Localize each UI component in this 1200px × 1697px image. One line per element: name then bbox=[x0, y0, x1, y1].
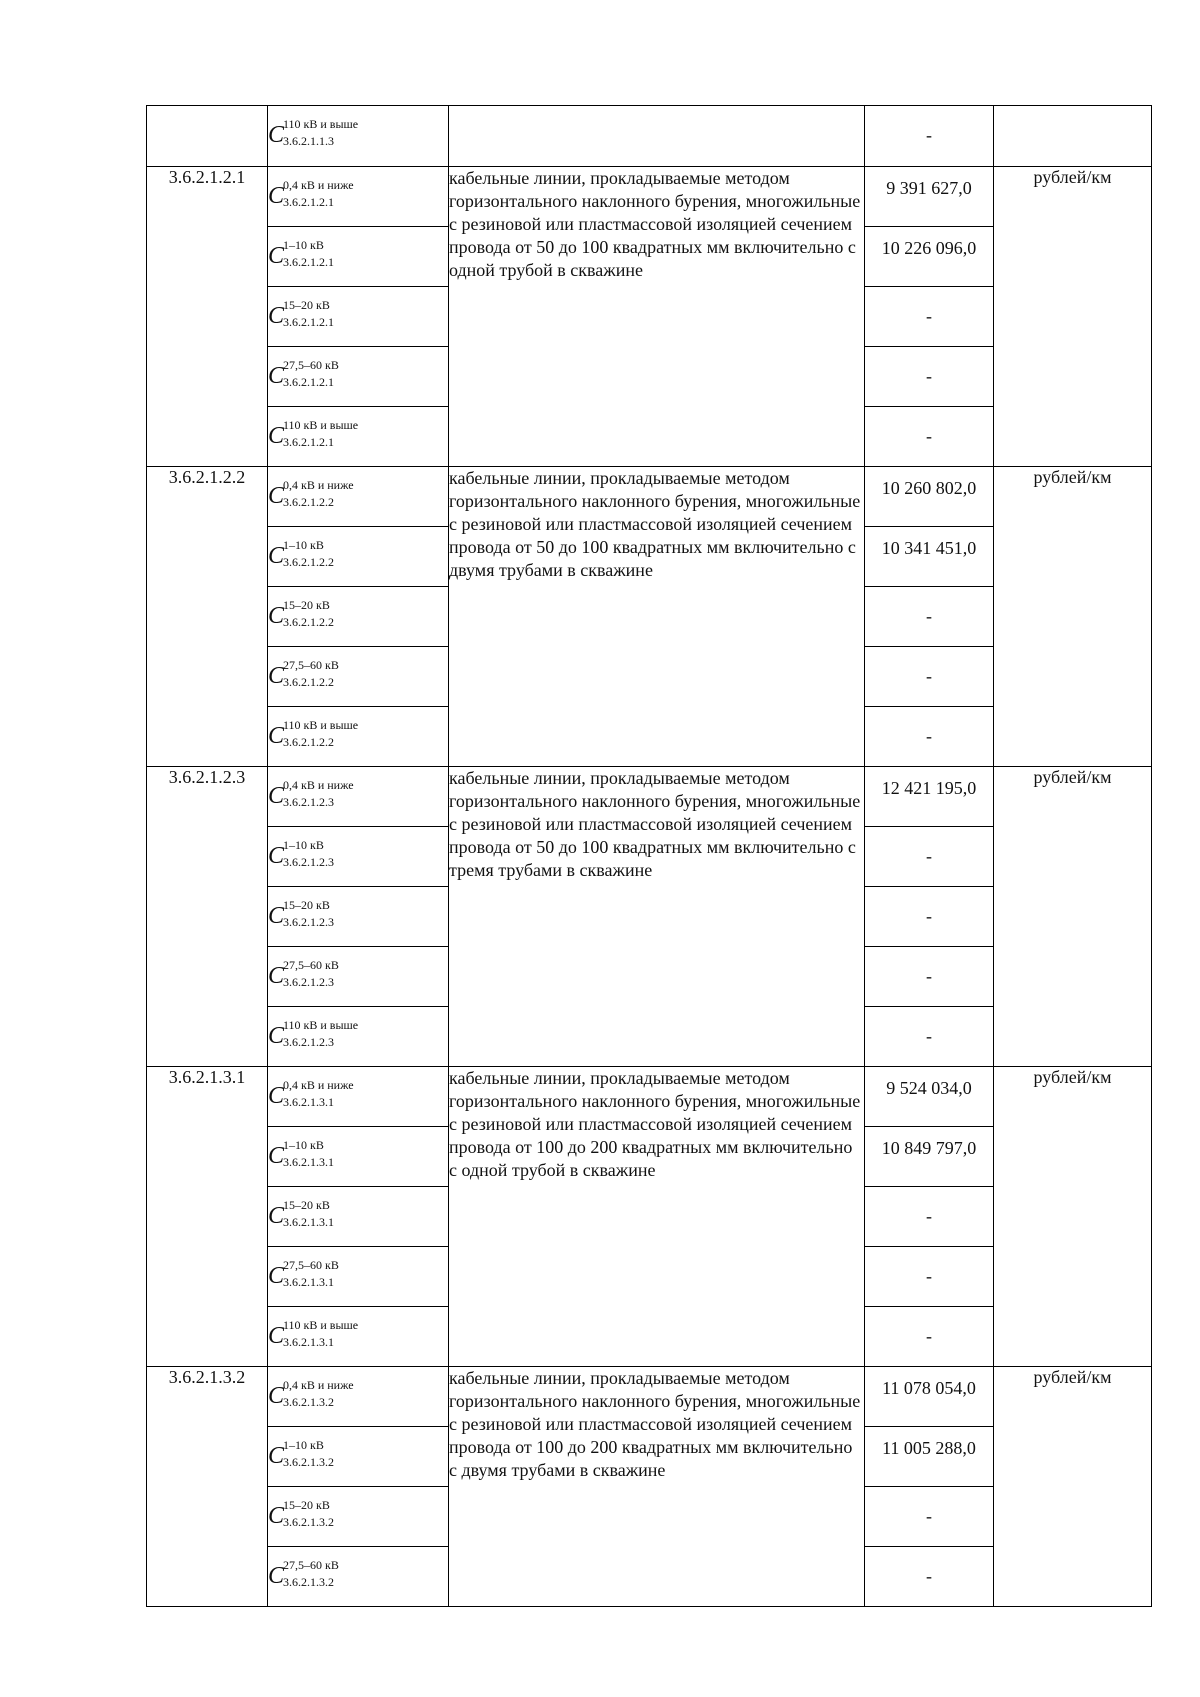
rate-symbol-letter: C bbox=[268, 1083, 285, 1109]
rate-symbol-voltage: 27,5–60 кВ bbox=[283, 358, 339, 372]
table-row bbox=[147, 1367, 1152, 1427]
rate-symbol-index: 3.6.2.1.2.2 bbox=[283, 615, 334, 629]
table-row bbox=[147, 467, 1152, 527]
rate-value: 11 078 054,0 bbox=[882, 1378, 976, 1398]
rate-value-cell bbox=[865, 1547, 994, 1607]
rate-symbol-cell bbox=[268, 167, 449, 227]
rate-value-cell bbox=[865, 1007, 994, 1067]
rate-value-cell bbox=[865, 1367, 994, 1427]
description-cell bbox=[449, 106, 865, 167]
rate-symbol-index: 3.6.2.1.2.1 bbox=[283, 315, 334, 329]
rate-value-cell bbox=[865, 347, 994, 407]
rate-symbol-index: 3.6.2.1.3.1 bbox=[283, 1155, 334, 1169]
rate-symbol-letter: C bbox=[268, 1383, 285, 1409]
rate-value-cell bbox=[865, 587, 994, 647]
rate-symbol-cell bbox=[268, 1427, 449, 1487]
rate-value: - bbox=[926, 906, 932, 926]
rate-symbol-cell bbox=[268, 527, 449, 587]
rate-value: 11 005 288,0 bbox=[882, 1438, 976, 1458]
item-number: 3.6.2.1.3.2 bbox=[147, 1367, 268, 1607]
rate-value-cell bbox=[865, 287, 994, 347]
rate-symbol-index: 3.6.2.1.2.1 bbox=[283, 375, 334, 389]
item-description: кабельные линии, прокладываемые методом горизонтального наклонного бурения, многожильные с резиновой или пластмассовой изоляцией сечением провода от 50 до 100 квадратных мм включительно с тремя трубами в скважине bbox=[449, 767, 865, 1067]
rate-value: - bbox=[926, 306, 932, 326]
rate-symbol-voltage: 110 кВ и выше bbox=[283, 418, 359, 432]
rate-symbol-cell bbox=[268, 1007, 449, 1067]
rate-symbol-cell bbox=[268, 1127, 449, 1187]
item-description: кабельные линии, прокладываемые методом горизонтального наклонного бурения, многожильные с резиновой или пластмассовой изоляцией сечением провода от 100 до 200 квадратных мм включительно с двумя трубами в скважине bbox=[449, 1367, 865, 1607]
item-unit: рублей/км bbox=[994, 1067, 1152, 1367]
rate-symbol-letter: C bbox=[268, 122, 285, 148]
tariff-table-body bbox=[147, 106, 1152, 1607]
rate-symbol-voltage: 0,4 кВ и ниже bbox=[283, 1078, 354, 1092]
item-description: кабельные линии, прокладываемые методом горизонтального наклонного бурения, многожильные с резиновой или пластмассовой изоляцией сечением провода от 50 до 100 квадратных мм включительно с двумя трубами в скважине bbox=[449, 467, 865, 767]
rate-symbol-letter: C bbox=[268, 363, 285, 389]
rate-symbol-index: 3.6.2.1.3.1 bbox=[283, 1095, 334, 1109]
rate-symbol-letter: C bbox=[268, 483, 285, 509]
rate-value-cell bbox=[865, 1487, 994, 1547]
rate-value-cell bbox=[865, 1067, 994, 1127]
rate-symbol-voltage: 27,5–60 кВ bbox=[283, 1558, 339, 1572]
rate-symbol-index: 3.6.2.1.2.3 bbox=[283, 975, 334, 989]
rate-symbol-voltage: 110 кВ и выше bbox=[283, 117, 359, 131]
rate-symbol-voltage: 110 кВ и выше bbox=[283, 718, 359, 732]
rate-symbol-voltage: 0,4 кВ и ниже bbox=[283, 778, 354, 792]
rate-value: - bbox=[926, 366, 932, 386]
rate-value-cell bbox=[865, 167, 994, 227]
rate-symbol-cell bbox=[268, 707, 449, 767]
rate-symbol-cell bbox=[268, 947, 449, 1007]
rate-symbol-index: 3.6.2.1.2.3 bbox=[283, 1035, 334, 1049]
rate-symbol-index: 3.6.2.1.3.1 bbox=[283, 1275, 334, 1289]
rate-value-cell bbox=[865, 407, 994, 467]
rate-value: - bbox=[926, 606, 932, 626]
rate-symbol-cell bbox=[268, 647, 449, 707]
rate-value: - bbox=[926, 726, 932, 746]
rate-symbol-index: 3.6.2.1.3.1 bbox=[283, 1335, 334, 1349]
rate-value: - bbox=[926, 1266, 932, 1286]
rate-symbol-voltage: 0,4 кВ и ниже bbox=[283, 1378, 354, 1392]
rate-value-cell bbox=[865, 467, 994, 527]
rate-symbol-letter: C bbox=[268, 1203, 285, 1229]
table-row bbox=[147, 167, 1152, 227]
rate-symbol-voltage: 15–20 кВ bbox=[283, 1198, 330, 1212]
item-number-cell bbox=[147, 106, 268, 167]
rate-symbol-letter: C bbox=[268, 243, 285, 269]
rate-value: - bbox=[926, 666, 932, 686]
rate-symbol-index: 3.6.2.1.2.1 bbox=[283, 435, 334, 449]
rate-value-cell bbox=[865, 1247, 994, 1307]
rate-symbol-voltage: 1–10 кВ bbox=[283, 1438, 324, 1452]
rate-symbol-letter: C bbox=[268, 1503, 285, 1529]
rate-value-cell bbox=[865, 106, 994, 167]
rate-symbol-cell bbox=[268, 407, 449, 467]
table-row bbox=[147, 106, 1152, 167]
rate-symbol-letter: C bbox=[268, 663, 285, 689]
item-description: кабельные линии, прокладываемые методом горизонтального наклонного бурения, многожильные с резиновой или пластмассовой изоляцией сечением провода от 100 до 200 квадратных мм включительно с одной трубой в скважине bbox=[449, 1067, 865, 1367]
rate-value: - bbox=[926, 1506, 932, 1526]
rate-value: - bbox=[926, 1026, 932, 1046]
rate-symbol-cell bbox=[268, 767, 449, 827]
item-number: 3.6.2.1.2.3 bbox=[147, 767, 268, 1067]
rate-value: 10 226 096,0 bbox=[881, 238, 977, 258]
rate-symbol-index: 3.6.2.1.3.2 bbox=[283, 1395, 334, 1409]
rate-symbol-letter: C bbox=[268, 1563, 285, 1589]
rate-value-cell bbox=[865, 227, 994, 287]
item-number: 3.6.2.1.2.2 bbox=[147, 467, 268, 767]
rate-value-cell bbox=[865, 827, 994, 887]
rate-symbol-index: 3.6.2.1.2.3 bbox=[283, 855, 334, 869]
rate-symbol-index: 3.6.2.1.3.2 bbox=[283, 1515, 334, 1529]
rate-symbol-index: 3.6.2.1.3.1 bbox=[283, 1215, 334, 1229]
rate-value-cell bbox=[865, 1187, 994, 1247]
rate-symbol-letter: C bbox=[268, 903, 285, 929]
rate-symbol-letter: C bbox=[268, 603, 285, 629]
rate-symbol-letter: C bbox=[268, 1143, 285, 1169]
rate-symbol-index: 3.6.2.1.1.3 bbox=[283, 134, 334, 148]
rate-symbol-cell bbox=[268, 1067, 449, 1127]
rate-value: 10 849 797,0 bbox=[881, 1138, 977, 1158]
rate-symbol-index: 3.6.2.1.3.2 bbox=[283, 1455, 334, 1469]
rate-symbol-cell bbox=[268, 1247, 449, 1307]
rate-value: 9 391 627,0 bbox=[886, 178, 972, 198]
rate-symbol-letter: C bbox=[268, 1263, 285, 1289]
rate-symbol-voltage: 1–10 кВ bbox=[283, 238, 324, 252]
rate-value: 9 524 034,0 bbox=[886, 1078, 972, 1098]
rate-symbol-voltage: 15–20 кВ bbox=[283, 298, 330, 312]
rate-symbol-letter: C bbox=[268, 963, 285, 989]
rate-symbol-voltage: 27,5–60 кВ bbox=[283, 658, 339, 672]
rate-symbol-cell bbox=[268, 347, 449, 407]
table-row bbox=[147, 767, 1152, 827]
item-unit: рублей/км bbox=[994, 167, 1152, 467]
rate-value-cell bbox=[865, 1127, 994, 1187]
rate-symbol-voltage: 27,5–60 кВ bbox=[283, 1258, 339, 1272]
rate-symbol-letter: C bbox=[268, 423, 285, 449]
rate-value-cell bbox=[865, 767, 994, 827]
rate-symbol-index: 3.6.2.1.2.2 bbox=[283, 735, 334, 749]
rate-symbol-letter: C bbox=[268, 1323, 285, 1349]
rate-symbol-voltage: 1–10 кВ bbox=[283, 838, 324, 852]
rate-symbol-index: 3.6.2.1.2.2 bbox=[283, 675, 334, 689]
rate-symbol-index: 3.6.2.1.2.3 bbox=[283, 795, 334, 809]
rate-value-cell bbox=[865, 947, 994, 1007]
rate-symbol-cell bbox=[268, 1487, 449, 1547]
rate-value-cell bbox=[865, 1427, 994, 1487]
rate-value: - bbox=[926, 846, 932, 866]
rate-value: - bbox=[926, 426, 932, 446]
rate-symbol-index: 3.6.2.1.2.2 bbox=[283, 555, 334, 569]
rate-symbol-voltage: 15–20 кВ bbox=[283, 1498, 330, 1512]
rate-symbol-letter: C bbox=[268, 1023, 285, 1049]
item-description: кабельные линии, прокладываемые методом горизонтального наклонного бурения, многожильные с резиновой или пластмассовой изоляцией сечением провода от 50 до 100 квадратных мм включительно с одной трубой в скважине bbox=[449, 167, 865, 467]
item-number: 3.6.2.1.2.1 bbox=[147, 167, 268, 467]
rate-symbol-voltage: 15–20 кВ bbox=[283, 598, 330, 612]
rate-symbol-cell bbox=[268, 467, 449, 527]
rate-symbol-cell bbox=[268, 827, 449, 887]
rate-symbol-voltage: 110 кВ и выше bbox=[283, 1318, 359, 1332]
item-unit: рублей/км bbox=[994, 467, 1152, 767]
rate-value: 10 341 451,0 bbox=[881, 538, 977, 558]
rate-symbol-letter: C bbox=[268, 843, 285, 869]
rate-value: - bbox=[926, 125, 932, 145]
rate-symbol-letter: C bbox=[268, 543, 285, 569]
rate-value-cell bbox=[865, 527, 994, 587]
rate-value-cell bbox=[865, 1307, 994, 1367]
item-unit: рублей/км bbox=[994, 1367, 1152, 1607]
rate-symbol-voltage: 1–10 кВ bbox=[283, 1138, 324, 1152]
rate-symbol-index: 3.6.2.1.2.2 bbox=[283, 495, 334, 509]
rate-symbol-index: 3.6.2.1.2.1 bbox=[283, 195, 334, 209]
item-number: 3.6.2.1.3.1 bbox=[147, 1067, 268, 1367]
rate-symbol-letter: C bbox=[268, 183, 285, 209]
rate-symbol-voltage: 27,5–60 кВ bbox=[283, 958, 339, 972]
rate-value: - bbox=[926, 1206, 932, 1226]
rate-symbol-voltage: 0,4 кВ и ниже bbox=[283, 178, 354, 192]
rate-symbol-cell bbox=[268, 887, 449, 947]
rate-value-cell bbox=[865, 887, 994, 947]
rate-symbol-cell bbox=[268, 227, 449, 287]
tariff-table bbox=[146, 105, 1152, 1607]
rate-symbol-cell bbox=[268, 106, 449, 167]
rate-symbol-index: 3.6.2.1.2.1 bbox=[283, 255, 334, 269]
rate-symbol-letter: C bbox=[268, 783, 285, 809]
rate-value: 10 260 802,0 bbox=[881, 478, 977, 498]
rate-symbol-index: 3.6.2.1.2.3 bbox=[283, 915, 334, 929]
rate-value: - bbox=[926, 1566, 932, 1586]
rate-symbol-voltage: 1–10 кВ bbox=[283, 538, 324, 552]
rate-value: - bbox=[926, 1326, 932, 1346]
rate-value-cell bbox=[865, 707, 994, 767]
rate-symbol-voltage: 110 кВ и выше bbox=[283, 1018, 359, 1032]
rate-symbol-letter: C bbox=[268, 1443, 285, 1469]
rate-symbol-cell bbox=[268, 1307, 449, 1367]
rate-symbol-index: 3.6.2.1.3.2 bbox=[283, 1575, 334, 1589]
rate-symbol-cell bbox=[268, 587, 449, 647]
rate-symbol-cell bbox=[268, 1547, 449, 1607]
item-unit: рублей/км bbox=[994, 767, 1152, 1067]
rate-value: 12 421 195,0 bbox=[881, 778, 977, 798]
rate-symbol-voltage: 15–20 кВ bbox=[283, 898, 330, 912]
rate-symbol-letter: C bbox=[268, 303, 285, 329]
rate-value: - bbox=[926, 966, 932, 986]
unit-cell bbox=[994, 106, 1152, 167]
rate-symbol-cell bbox=[268, 1367, 449, 1427]
rate-symbol-cell bbox=[268, 1187, 449, 1247]
table-row bbox=[147, 1067, 1152, 1127]
rate-value-cell bbox=[865, 647, 994, 707]
rate-symbol-voltage: 0,4 кВ и ниже bbox=[283, 478, 354, 492]
rate-symbol-cell bbox=[268, 287, 449, 347]
rate-symbol-letter: C bbox=[268, 723, 285, 749]
